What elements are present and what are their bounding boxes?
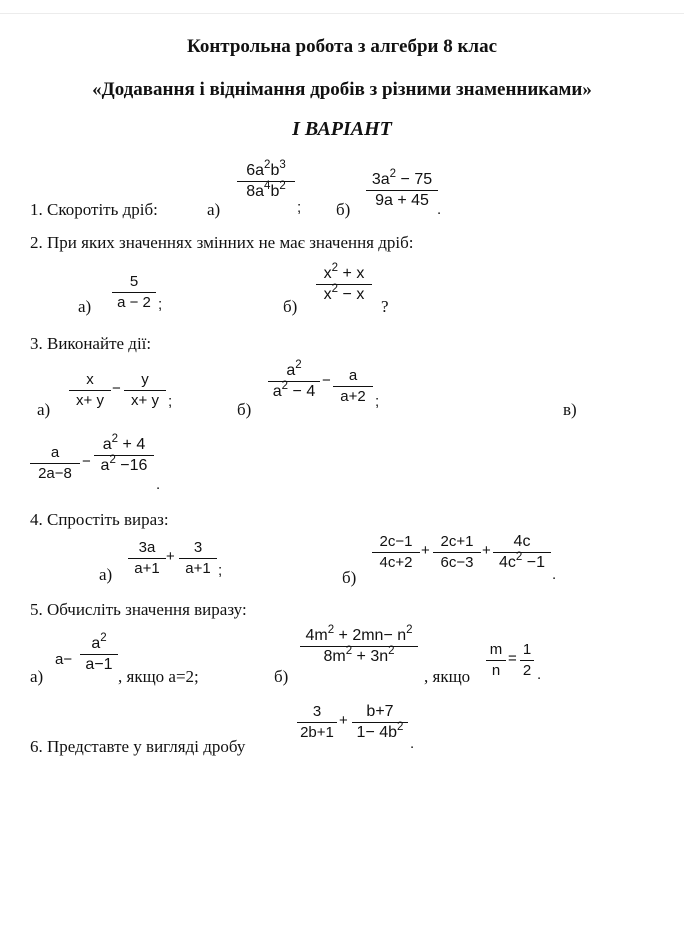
task-2-label-b: б) <box>283 297 298 316</box>
task-3b-punct: ; <box>375 393 380 410</box>
task-6-operator: + <box>339 712 348 729</box>
task-3-text: 3. Виконайте дії: <box>30 334 152 353</box>
task-3a-fraction-2: y x+ y <box>124 370 166 411</box>
task-2-text: 2. При яких значеннях змінних не має значення дріб: <box>30 233 414 252</box>
task-6-text: 6. Представте у вигляді дробу <box>30 737 246 756</box>
task-1b-punct: . <box>437 201 442 218</box>
task-3a-fraction-1: x x+ y <box>69 370 111 411</box>
task-4b-fraction-2: 2c+1 6c−3 <box>433 532 481 573</box>
task-3b-operator: − <box>322 372 331 389</box>
task-6-fraction-1: 3 2b+1 <box>297 702 337 743</box>
task-4b-fraction-3: 4c $4c^2 -1$ <box>493 532 551 573</box>
task-1-label-b: б) <box>336 200 351 219</box>
task-5-label-b: б) <box>274 667 289 686</box>
task-2b-question-mark: ? <box>381 297 389 316</box>
task-4-label-a: а) <box>99 565 113 584</box>
task-1a-punct: ; <box>297 199 302 216</box>
task-5b-ratio: m n <box>486 640 506 681</box>
task-2a-punct: ; <box>158 296 163 313</box>
task-5b-equals: = <box>508 650 517 667</box>
page-title: Контрольна робота з алгебри 8 клас <box>186 36 498 57</box>
task-4b-operator-2: + <box>482 542 491 559</box>
task-1b-fraction: $3a^2 - 75$ 9a + 45 <box>366 170 438 211</box>
task-5b-value: 1 2 <box>520 640 534 681</box>
task-3a-operator: − <box>112 380 121 397</box>
task-5a-fraction: $a^2$ a−1 <box>80 634 118 675</box>
task-5-label-a: а) <box>30 667 44 686</box>
top-divider <box>0 13 684 14</box>
task-4b-punct: . <box>552 566 557 583</box>
task-6-fraction-2: b+7 $1- 4b^2$ <box>352 702 408 743</box>
task-4-text: 4. Спростіть вираз: <box>30 510 169 529</box>
task-3b-fraction-1: $a^2$ $a^2 - 4$ <box>268 361 320 402</box>
task-3a-punct: ; <box>168 393 173 410</box>
task-5a-condition: , якщо а=2; <box>118 667 199 686</box>
task-4a-fraction-1: 3a a+1 <box>128 538 166 579</box>
page-subtitle: «Додавання і віднімання дробів з різними знаменниками» <box>92 79 592 100</box>
variant-title: І ВАРІАНТ <box>292 118 392 140</box>
task-3-label-a: а) <box>37 400 51 419</box>
task-3-label-b: б) <box>237 400 252 419</box>
task-3c-fraction-1: a 2a−8 <box>30 443 80 484</box>
task-5b-fraction: $4m^2 + 2mn- n^2$ $8m^2 + 3n^2$ <box>300 626 418 667</box>
task-4a-operator: + <box>166 548 175 565</box>
task-2b-fraction: $x^2 + x$ $x^2 - x$ <box>316 264 372 305</box>
task-5b-punct: . <box>537 666 542 683</box>
task-1-text: 1. Скоротіть дріб: <box>30 200 158 219</box>
task-1a-fraction: $6a^2b^3$ $8a^4b^2$ <box>237 161 295 202</box>
task-5a-prefix: a− <box>55 651 73 668</box>
task-4b-fraction-1: 2c−1 4c+2 <box>372 532 420 573</box>
task-2a-fraction: 5 a − 2 <box>112 272 156 313</box>
task-3-label-c: в) <box>563 400 577 419</box>
task-5-text: 5. Обчисліть значення виразу: <box>30 600 247 619</box>
task-4b-operator-1: + <box>421 542 430 559</box>
task-5b-condition: , якщо <box>424 667 471 686</box>
task-2-label-a: а) <box>78 297 92 316</box>
task-1-label-a: а) <box>207 200 221 219</box>
task-6-punct: . <box>410 735 415 752</box>
task-4-label-b: б) <box>342 568 357 587</box>
task-3b-fraction-2: a a+2 <box>333 366 373 407</box>
task-3c-operator: − <box>82 453 91 470</box>
task-4a-fraction-2: 3 a+1 <box>179 538 217 579</box>
task-3c-fraction-2: $a^2 + 4$ $a^2 -16$ <box>94 435 154 476</box>
task-3c-punct: . <box>156 476 161 493</box>
task-4a-punct: ; <box>218 562 223 579</box>
